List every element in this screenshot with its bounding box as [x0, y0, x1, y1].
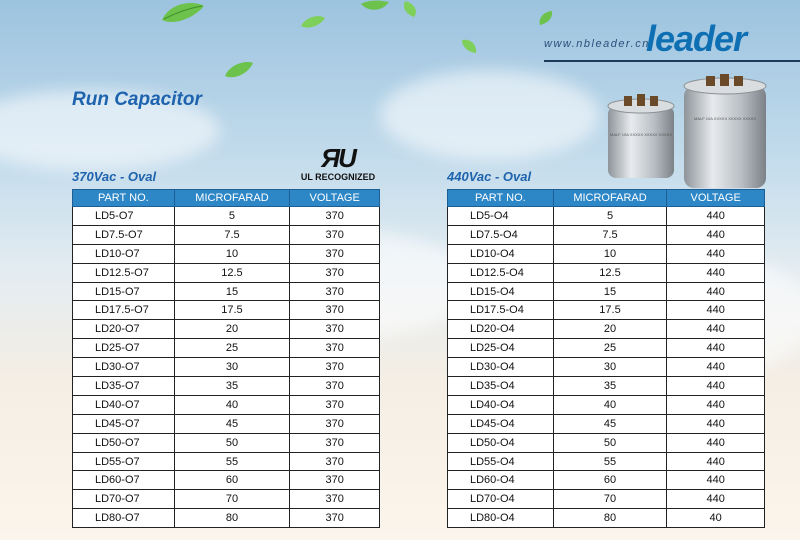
part-no-cell: LD70-O7 [73, 490, 175, 509]
table-row [448, 471, 765, 490]
ul-recognized-mark [293, 143, 383, 182]
part-no-cell: LD40-O7 [73, 395, 175, 414]
column-header-voltage: VOLTAGE [667, 190, 765, 207]
part-no-cell: LD10-O7 [73, 244, 175, 263]
microfarad-cell: 7.5 [174, 225, 290, 244]
microfarad-cell: 55 [174, 452, 290, 471]
part-no-cell: LD20-O7 [73, 320, 175, 339]
table-row [73, 244, 380, 263]
voltage-cell: 370 [290, 339, 380, 358]
spec-table-370vac [72, 189, 380, 528]
voltage-cell: 370 [290, 395, 380, 414]
table-row [448, 377, 765, 396]
voltage-cell: 440 [667, 339, 765, 358]
part-no-cell: LD25-O4 [448, 339, 554, 358]
table-row [448, 301, 765, 320]
table-row [73, 358, 380, 377]
microfarad-cell: 20 [553, 320, 667, 339]
voltage-cell: 440 [667, 320, 765, 339]
voltage-cell: 370 [290, 225, 380, 244]
table-row [73, 509, 380, 528]
microfarad-cell: 17.5 [174, 301, 290, 320]
table-row [73, 433, 380, 452]
voltage-cell: 370 [290, 244, 380, 263]
part-no-cell: LD5-O4 [448, 207, 554, 226]
leaf-icon [224, 60, 254, 80]
microfarad-cell: 55 [553, 452, 667, 471]
table-row [73, 490, 380, 509]
voltage-cell: 370 [290, 207, 380, 226]
part-no-cell: LD45-O4 [448, 414, 554, 433]
microfarad-cell: 35 [553, 377, 667, 396]
ul-recognized-label: UL RECOGNIZED [300, 172, 376, 182]
page-title: Run Capacitor [72, 89, 202, 110]
table-row [448, 490, 765, 509]
microfarad-cell: 60 [553, 471, 667, 490]
microfarad-cell: 50 [553, 433, 667, 452]
large-can-label: MALF 10A XXXXX XXXXX XXXXX [693, 116, 757, 121]
table-row [448, 339, 765, 358]
part-no-cell: LD45-O7 [73, 414, 175, 433]
voltage-cell: 440 [667, 244, 765, 263]
part-no-cell: LD10-O4 [448, 244, 554, 263]
part-no-cell: LD60-O4 [448, 471, 554, 490]
part-no-cell: LD55-O4 [448, 452, 554, 471]
microfarad-cell: 25 [553, 339, 667, 358]
microfarad-cell: 80 [553, 509, 667, 528]
header-divider [544, 60, 800, 62]
microfarad-cell: 70 [553, 490, 667, 509]
part-no-cell: LD35-O7 [73, 377, 175, 396]
table-row [73, 339, 380, 358]
part-no-cell: LD50-O4 [448, 433, 554, 452]
small-can-label: MALF 10A XXXXX XXXXX XXXXX [609, 132, 673, 137]
voltage-cell: 440 [667, 263, 765, 282]
voltage-cell: 440 [667, 414, 765, 433]
microfarad-cell: 45 [174, 414, 290, 433]
part-no-cell: LD5-O7 [73, 207, 175, 226]
table-row [448, 320, 765, 339]
table-row [448, 225, 765, 244]
voltage-cell: 440 [667, 225, 765, 244]
part-no-cell: LD40-O4 [448, 395, 554, 414]
voltage-cell: 370 [290, 471, 380, 490]
voltage-cell: 440 [667, 358, 765, 377]
table-row [73, 320, 380, 339]
column-header-voltage: VOLTAGE [290, 190, 380, 207]
part-no-cell: LD15-O7 [73, 282, 175, 301]
microfarad-cell: 40 [553, 395, 667, 414]
microfarad-cell: 70 [174, 490, 290, 509]
microfarad-cell: 15 [174, 282, 290, 301]
table-row [73, 471, 380, 490]
table-row [448, 263, 765, 282]
voltage-cell: 370 [290, 358, 380, 377]
part-no-cell: LD7.5-O7 [73, 225, 175, 244]
table-row [448, 414, 765, 433]
voltage-cell: 440 [667, 452, 765, 471]
microfarad-cell: 35 [174, 377, 290, 396]
part-no-cell: LD17.5-O4 [448, 301, 554, 320]
spec-table-440vac [447, 189, 765, 528]
table-heading-440vac: 440Vac - Oval [447, 169, 532, 184]
microfarad-cell: 5 [174, 207, 290, 226]
microfarad-cell: 20 [174, 320, 290, 339]
microfarad-cell: 80 [174, 509, 290, 528]
table-row [73, 207, 380, 226]
part-no-cell: LD35-O4 [448, 377, 554, 396]
voltage-cell: 440 [667, 301, 765, 320]
microfarad-cell: 10 [553, 244, 667, 263]
part-no-cell: LD15-O4 [448, 282, 554, 301]
column-header-part-no: PART NO. [448, 190, 554, 207]
table-row [448, 244, 765, 263]
microfarad-cell: 45 [553, 414, 667, 433]
voltage-cell: 440 [667, 207, 765, 226]
table-header-row [448, 190, 765, 207]
table-row [448, 207, 765, 226]
voltage-cell: 370 [290, 301, 380, 320]
voltage-cell: 370 [290, 433, 380, 452]
leaf-icon [360, 0, 390, 12]
voltage-cell: 370 [290, 320, 380, 339]
leaf-icon [538, 10, 554, 26]
part-no-cell: LD12.5-O7 [73, 263, 175, 282]
voltage-cell: 370 [290, 509, 380, 528]
part-no-cell: LD80-O7 [73, 509, 175, 528]
part-no-cell: LD60-O7 [73, 471, 175, 490]
background-cloud [380, 70, 600, 160]
microfarad-cell: 7.5 [553, 225, 667, 244]
table-body [448, 207, 765, 528]
table-row [448, 282, 765, 301]
website-url: www.nbleader.cn [544, 38, 650, 50]
microfarad-cell: 40 [174, 395, 290, 414]
microfarad-cell: 12.5 [174, 263, 290, 282]
table-row [73, 225, 380, 244]
voltage-cell: 370 [290, 452, 380, 471]
voltage-cell: 440 [667, 490, 765, 509]
voltage-cell: 440 [667, 377, 765, 396]
microfarad-cell: 60 [174, 471, 290, 490]
table-row [448, 433, 765, 452]
voltage-cell: 370 [290, 377, 380, 396]
voltage-cell: 370 [290, 282, 380, 301]
table-row [73, 263, 380, 282]
microfarad-cell: 50 [174, 433, 290, 452]
part-no-cell: LD70-O4 [448, 490, 554, 509]
voltage-cell: 440 [667, 282, 765, 301]
part-no-cell: LD80-O4 [448, 509, 554, 528]
table-row [73, 301, 380, 320]
table-row [448, 452, 765, 471]
table-row [73, 452, 380, 471]
voltage-cell: 370 [290, 263, 380, 282]
part-no-cell: LD55-O7 [73, 452, 175, 471]
microfarad-cell: 10 [174, 244, 290, 263]
part-no-cell: LD30-O7 [73, 358, 175, 377]
part-no-cell: LD7.5-O4 [448, 225, 554, 244]
table-row [73, 377, 380, 396]
part-no-cell: LD50-O7 [73, 433, 175, 452]
column-header-part-no: PART NO. [73, 190, 175, 207]
capacitor-product-image [604, 74, 774, 194]
table-heading-370vac: 370Vac - Oval [72, 169, 157, 184]
leaf-icon [460, 38, 478, 54]
microfarad-cell: 30 [174, 358, 290, 377]
leaf-icon [402, 0, 418, 18]
microfarad-cell: 15 [553, 282, 667, 301]
table-row [448, 509, 765, 528]
leaf-icon [300, 14, 326, 30]
ul-logo-icon: ЯU [321, 143, 355, 173]
table-row [73, 282, 380, 301]
table-header-row [73, 190, 380, 207]
microfarad-cell: 17.5 [553, 301, 667, 320]
leader-logo: leader [646, 18, 747, 59]
table-row [73, 414, 380, 433]
column-header-microfarad: MICROFARAD [553, 190, 667, 207]
part-no-cell: LD30-O4 [448, 358, 554, 377]
voltage-cell: 440 [667, 471, 765, 490]
table-row [448, 358, 765, 377]
table-body [73, 207, 380, 528]
voltage-cell: 370 [290, 414, 380, 433]
part-no-cell: LD17.5-O7 [73, 301, 175, 320]
part-no-cell: LD25-O7 [73, 339, 175, 358]
table-row [448, 395, 765, 414]
microfarad-cell: 25 [174, 339, 290, 358]
part-no-cell: LD12.5-O4 [448, 263, 554, 282]
leaf-icon [160, 0, 206, 26]
voltage-cell: 40 [667, 509, 765, 528]
column-header-microfarad: MICROFARAD [174, 190, 290, 207]
part-no-cell: LD20-O4 [448, 320, 554, 339]
microfarad-cell: 30 [553, 358, 667, 377]
table-row [73, 395, 380, 414]
microfarad-cell: 12.5 [553, 263, 667, 282]
microfarad-cell: 5 [553, 207, 667, 226]
voltage-cell: 440 [667, 395, 765, 414]
voltage-cell: 440 [667, 433, 765, 452]
voltage-cell: 370 [290, 490, 380, 509]
